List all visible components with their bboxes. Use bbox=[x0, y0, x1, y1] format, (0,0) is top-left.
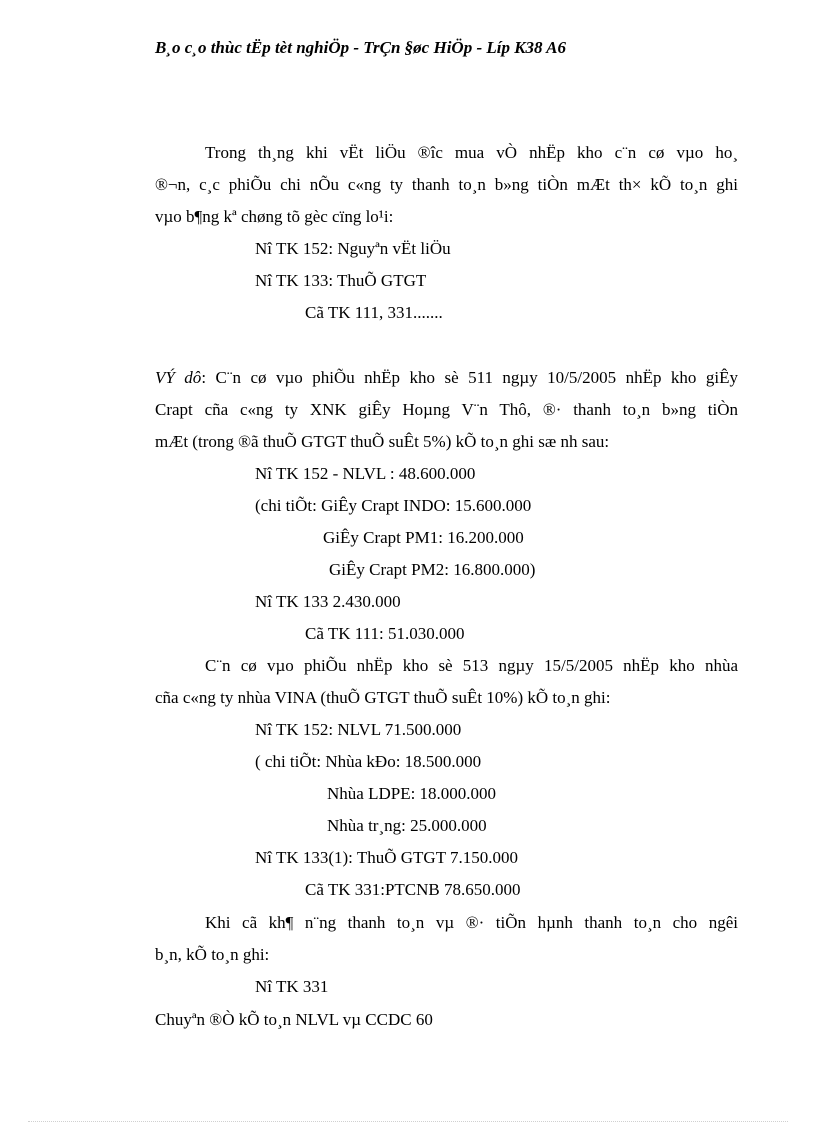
entry-line: Cã TK 331:PTCNB 78.650.000 bbox=[305, 880, 521, 899]
paragraph-line: Khi cã kh¶ n¨ng thanh to¸n vµ ®· tiÕn hµnh thanh to¸n cho ngêi bbox=[205, 913, 738, 932]
entry-line: Nhùa tr¸ng: 25.000.000 bbox=[327, 816, 487, 835]
footer-divider bbox=[28, 1121, 788, 1122]
entry-line: Cã TK 111, 331....... bbox=[305, 303, 443, 322]
paragraph-line: vµo b¶ng kª chøng tõ gèc cïng lo¹i: bbox=[155, 207, 394, 226]
paragraph-line: mÆt (trong ®ã thuÕ GTGT thuÕ suÊt 5%) kÕ to¸n ghi sæ nh sau: bbox=[155, 432, 610, 451]
paragraph-line: b¸n, kÕ to¸n ghi: bbox=[155, 945, 270, 964]
entry-line: Cã TK 111: 51.030.000 bbox=[305, 624, 465, 643]
entry-line: Nî TK 331 bbox=[255, 977, 329, 996]
paragraph-line: Trong th¸ng khi vËt liÖu ®îc mua vÒ nhËp kho c¨n cø vµo ho¸ bbox=[205, 143, 738, 162]
paragraph-line: Crapt cña c«ng ty XNK giÊy Hoµng V¨n Thô, ®· thanh to¸n b»ng tiÒn bbox=[155, 400, 738, 419]
entry-line: (chi tiÕt: GiÊy Crapt INDO: 15.600.000 bbox=[255, 496, 532, 515]
entry-line: Nî TK 152 - NLVL : 48.600.000 bbox=[255, 464, 476, 483]
entry-line: Nî TK 133 2.430.000 bbox=[255, 592, 401, 611]
paragraph-line: cña c«ng ty nhùa VINA (thuÕ GTGT thuÕ suÊt 10%) kÕ to¸n ghi: bbox=[155, 688, 611, 707]
paragraph-line: C¨n cø vµo phiÕu nhËp kho sè 513 ngµy 15/5/2005 nhËp kho nhùa bbox=[205, 656, 738, 675]
entry-line: Nî TK 133(1): ThuÕ GTGT 7.150.000 bbox=[255, 848, 519, 867]
entry-line: GiÊy Crapt PM1: 16.200.000 bbox=[323, 528, 524, 547]
example-text: : C¨n cø vµo phiÕu nhËp kho sè 511 ngµy 10/5/2005 nhËp kho giÊy bbox=[201, 368, 739, 387]
page-header: B¸o c¸o thùc tËp tèt nghiÖp - TrÇn §øc HiÖp - Líp K38 A6 bbox=[155, 38, 567, 57]
example-label: VÝ dô bbox=[155, 368, 202, 387]
paragraph-line: ®¬n, c¸c phiÕu chi nÕu c«ng ty thanh to¸n b»ng tiÒn mÆt th× kÕ to¸n ghi bbox=[155, 175, 738, 194]
entry-line: Nî TK 152: NLVL 71.500.000 bbox=[255, 720, 462, 739]
example-line bbox=[155, 368, 738, 388]
entry-line: ( chi tiÕt: Nhùa kÐo: 18.500.000 bbox=[255, 752, 482, 771]
entry-line: Nî TK 133: ThuÕ GTGT bbox=[255, 271, 427, 290]
entry-line: GiÊy Crapt PM2: 16.800.000) bbox=[329, 560, 536, 579]
entry-line: Nî TK 152: Nguyªn vËt liÖu bbox=[255, 239, 451, 258]
entry-line: Nhùa LDPE: 18.000.000 bbox=[327, 784, 497, 803]
page-footer: Chuyªn ®Ò kÕ to¸n NLVL vµ CCDC 60 bbox=[155, 1010, 433, 1029]
